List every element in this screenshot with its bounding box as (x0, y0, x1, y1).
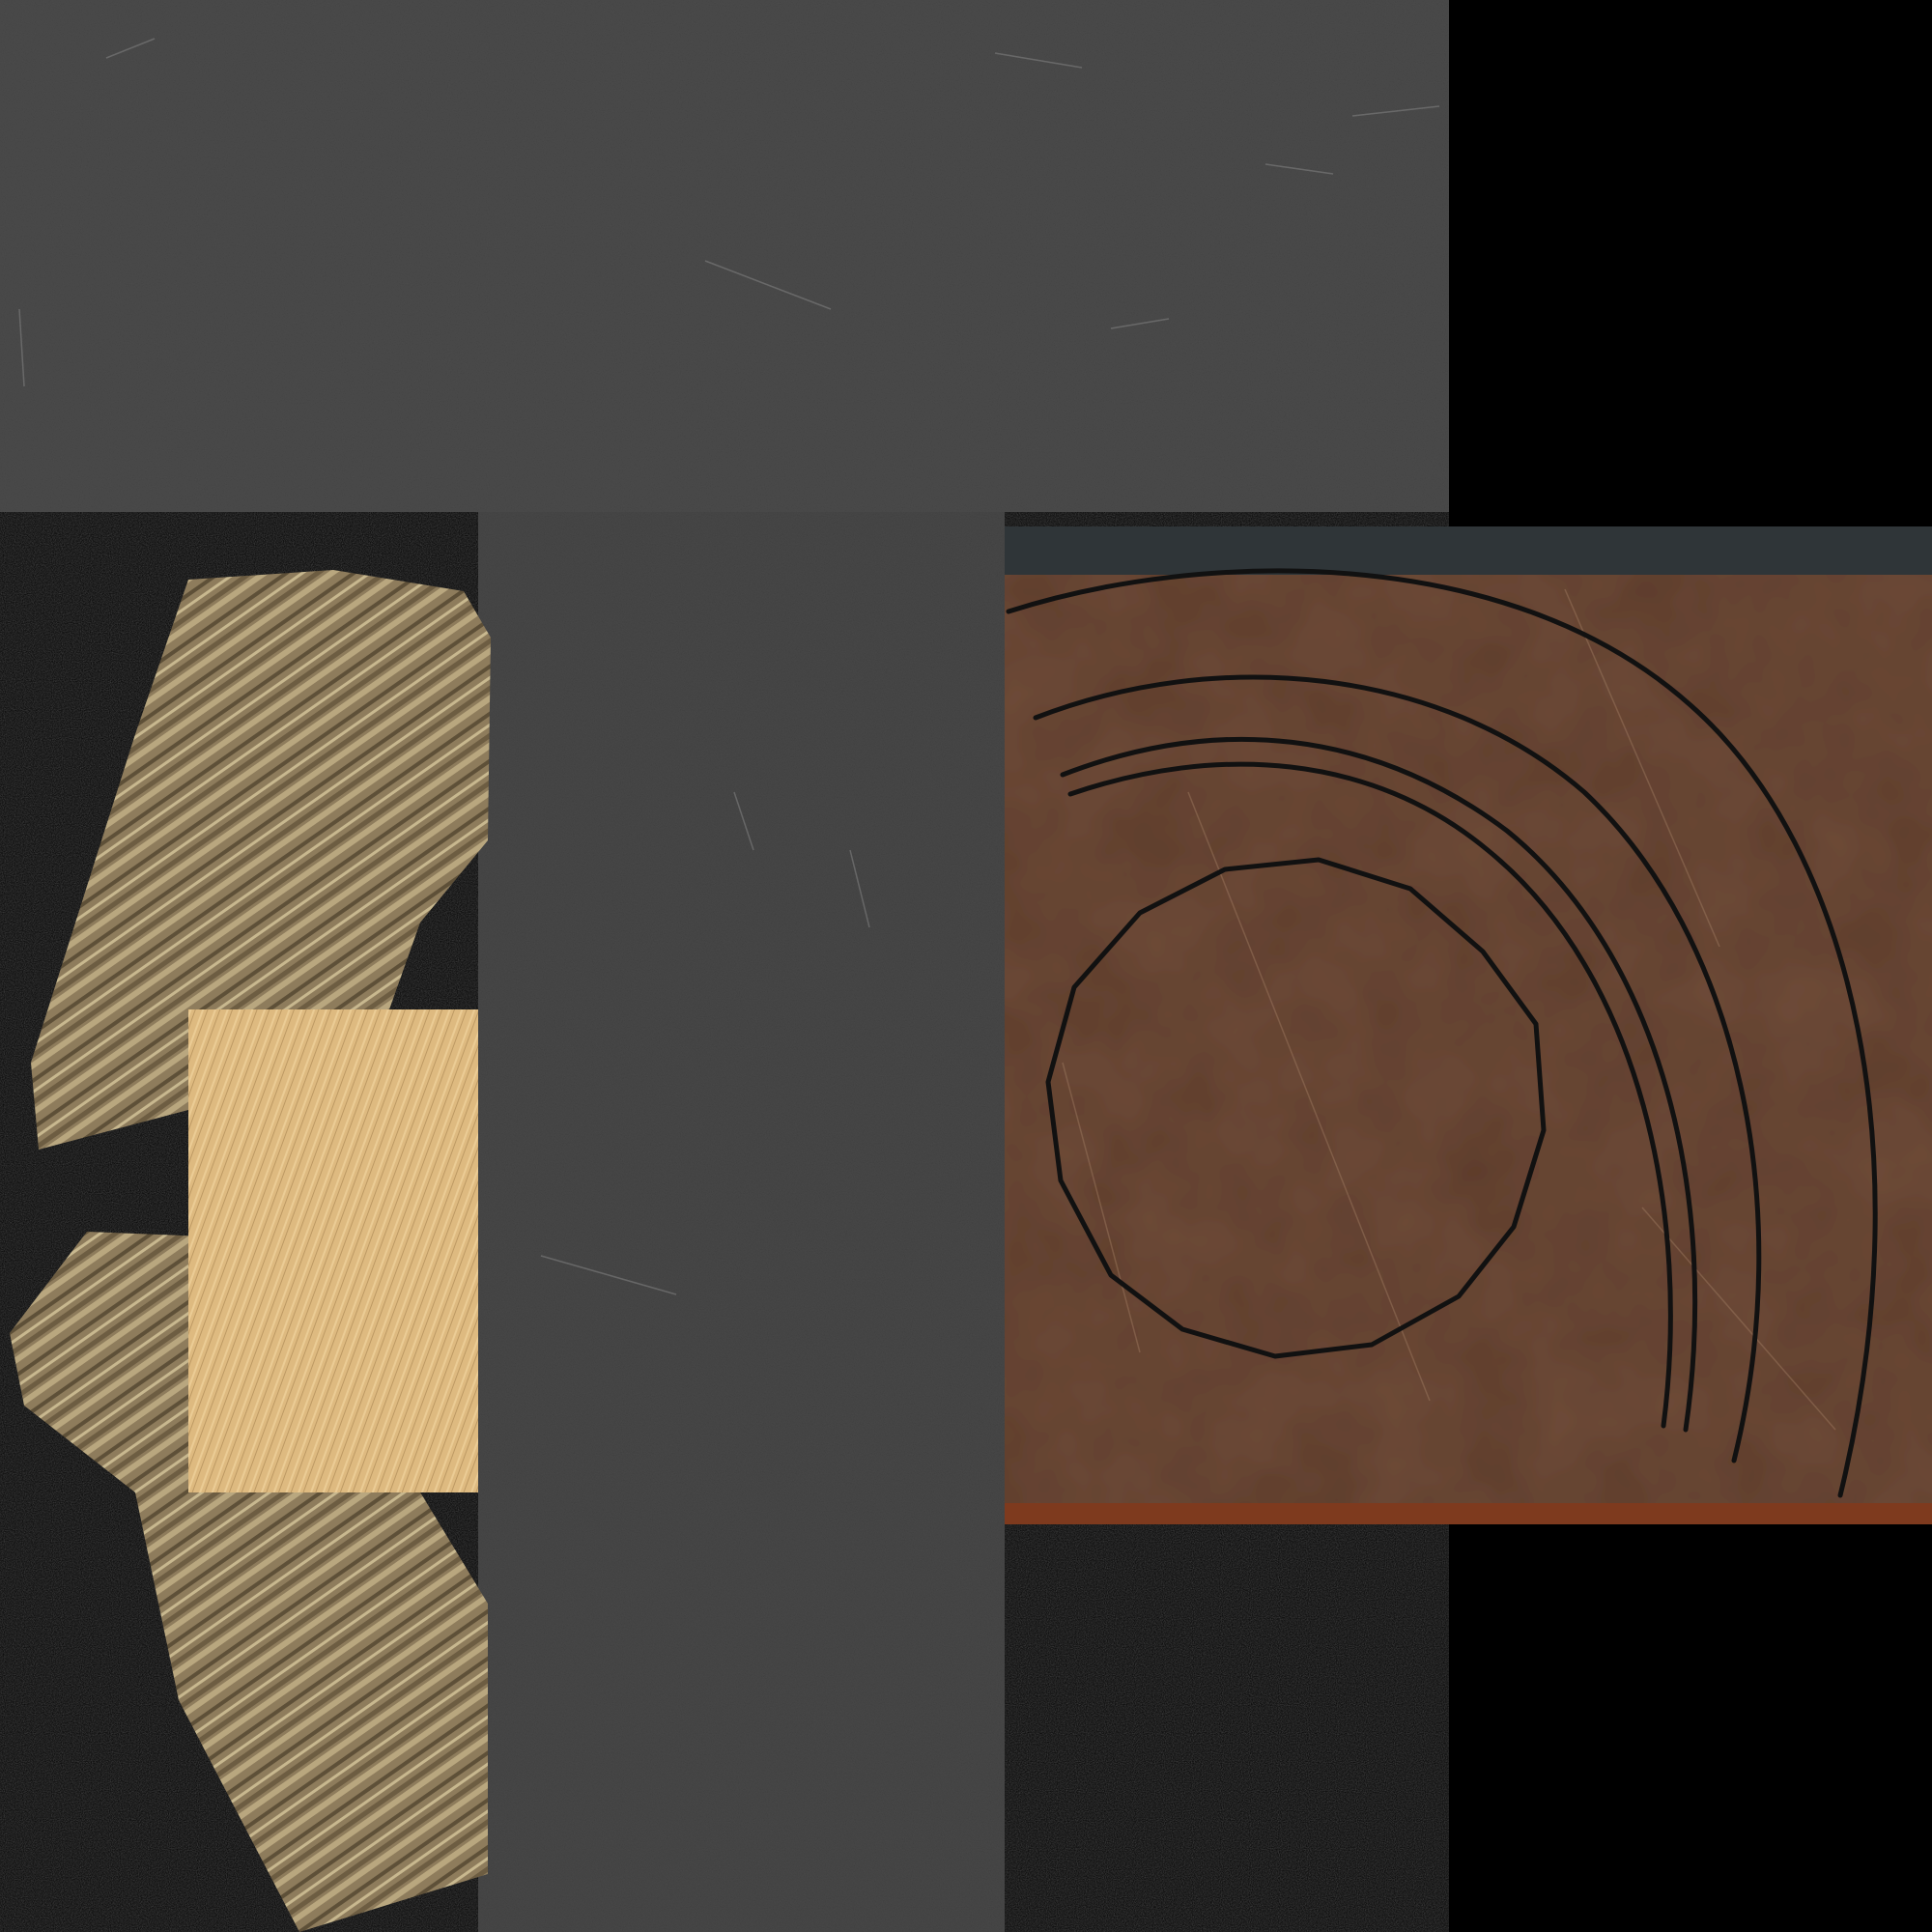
fiber-texture (188, 1009, 478, 1492)
copper-texture (1005, 526, 1932, 1524)
